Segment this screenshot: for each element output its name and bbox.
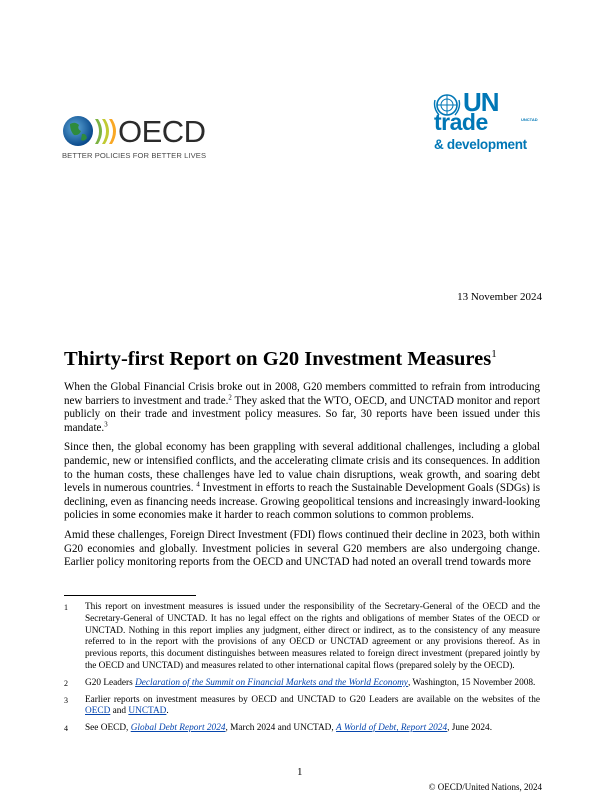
unctad-link[interactable]: UNCTAD [128,706,167,717]
footnote-1 [64,602,540,673]
oecd-globe-icon [62,114,118,150]
copyright-notice: © OECD/United Nations, 2024 [428,782,542,792]
footnote-text-pre: G20 Leaders [85,677,136,688]
footnote-text-post: , June 2024. [447,723,493,734]
footnote-ref-4[interactable]: 4 [196,481,200,489]
footnote-text-mid: , March 2024 and UNCTAD, [225,723,337,734]
footnote-divider [64,595,196,596]
footnote-text [85,723,540,735]
footnotes [64,602,540,740]
paragraph-3: Amid these challenges, Foreign Direct Investment (FDI) flows continued their decline in 2023, both within G20 economies and globally. Investment policies in several G20 members are also undergoing change. Earlier policy monitoring reports from the OECD and UNCTAD had noted an overall trend towards more [64,528,540,569]
unctad-un-text: UN [463,87,499,117]
footnote-text-post: , Washington, 15 November 2008. [407,677,536,688]
footnote-4 [64,723,540,735]
page-number: 1 [297,766,303,778]
footnote-number: 4 [64,724,68,734]
body-text [64,381,540,576]
footnote-text: This report on investment measures is issued under the responsibility of the Secretary-General of the OECD and the Secretary-General of UNCTAD. It has no legal effect on the rights and obligations of member States of the OECD or UNCTAD. Nothing in this report implies any judgment, either direct or indirect, as to the consistency of any measure referred to in the report with the provisions of any OECD or UNCTAD agreement or any provisions thereof. As in previous reports, this document distinguishes between measures related to foreign direct investment (prepared jointly by the OECD and UNCTAD) and measures related to other international capital flows (prepared solely by the OECD). [85,602,540,671]
footnote-number: 2 [64,678,68,688]
unctad-development-text: & development [434,137,527,152]
declaration-link[interactable]: Declaration of the Summit on Financial Markets and the World Economy [135,677,408,688]
footnote-text-pre: Earlier reports on investment measures by OECD and UNCTAD to G20 Leaders are available on the websites of the [85,694,540,705]
footnote-3 [64,695,540,719]
footnote-ref-3[interactable]: 3 [104,421,108,429]
footnote-text [85,678,540,690]
global-debt-report-link[interactable]: Global Debt Report 2024 [130,723,226,734]
unctad-logo [433,87,543,158]
paragraph-1-part-b: They asked that the WTO, OECD, and UNCTAD monitor and report publicly on their trade and investment policy measures. So far, 30 reports have been issued under this mandate. [64,394,540,434]
footnote-2 [64,678,540,690]
footnote-number: 1 [64,603,68,612]
oecd-logo [62,114,212,164]
footnote-text [85,695,540,719]
footnote-text-pre: See OECD, [85,723,131,734]
title-footnote-ref[interactable]: 1 [491,348,497,361]
footnote-number: 3 [64,695,68,705]
page-title [64,348,544,371]
footnote-ref-2[interactable]: 2 [228,393,232,401]
unctad-trade-text: trade [434,109,488,135]
oecd-wordmark: OECD [118,114,206,149]
report-date: 13 November 2024 [457,291,542,303]
footnote-text-post: . [166,706,169,717]
world-of-debt-link[interactable]: A World of Debt, Report 2024 [336,723,448,734]
oecd-tagline: BETTER POLICIES FOR BETTER LIVES [62,151,207,160]
unctad-small-text: UNCTAD [521,117,538,122]
footnote-text-mid: and [110,706,129,717]
paragraph-2-part-b: Investment in efforts to reach the Sustainable Development Goals (SDGs) is declining, even as financing needs increase. Growing geopolitical tensions and increasingly inward-looking policies in some economies make it harder to reach common solutions to common problems. [64,482,540,522]
paragraph-1-part-a: When the Global Financial Crisis broke out in 2008, G20 members committed to refrain from introducing new barriers to investment and trade. [64,381,540,407]
paragraph-2 [64,441,540,523]
title-text: Thirty-first Report on G20 Investment Measures [64,348,492,370]
oecd-link[interactable]: OECD [85,706,111,717]
paragraph-1 [64,381,540,435]
paragraph-2-part-a: Since then, the global economy has been grappling with several additional challenges, including a global pandemic, new or intensified conflicts, and the accelerating climate crisis and its consequences. In addition to the human costs, these challenges have led to value chain disruptions, weak growth, and soaring debt levels in numerous countries. [64,441,540,495]
